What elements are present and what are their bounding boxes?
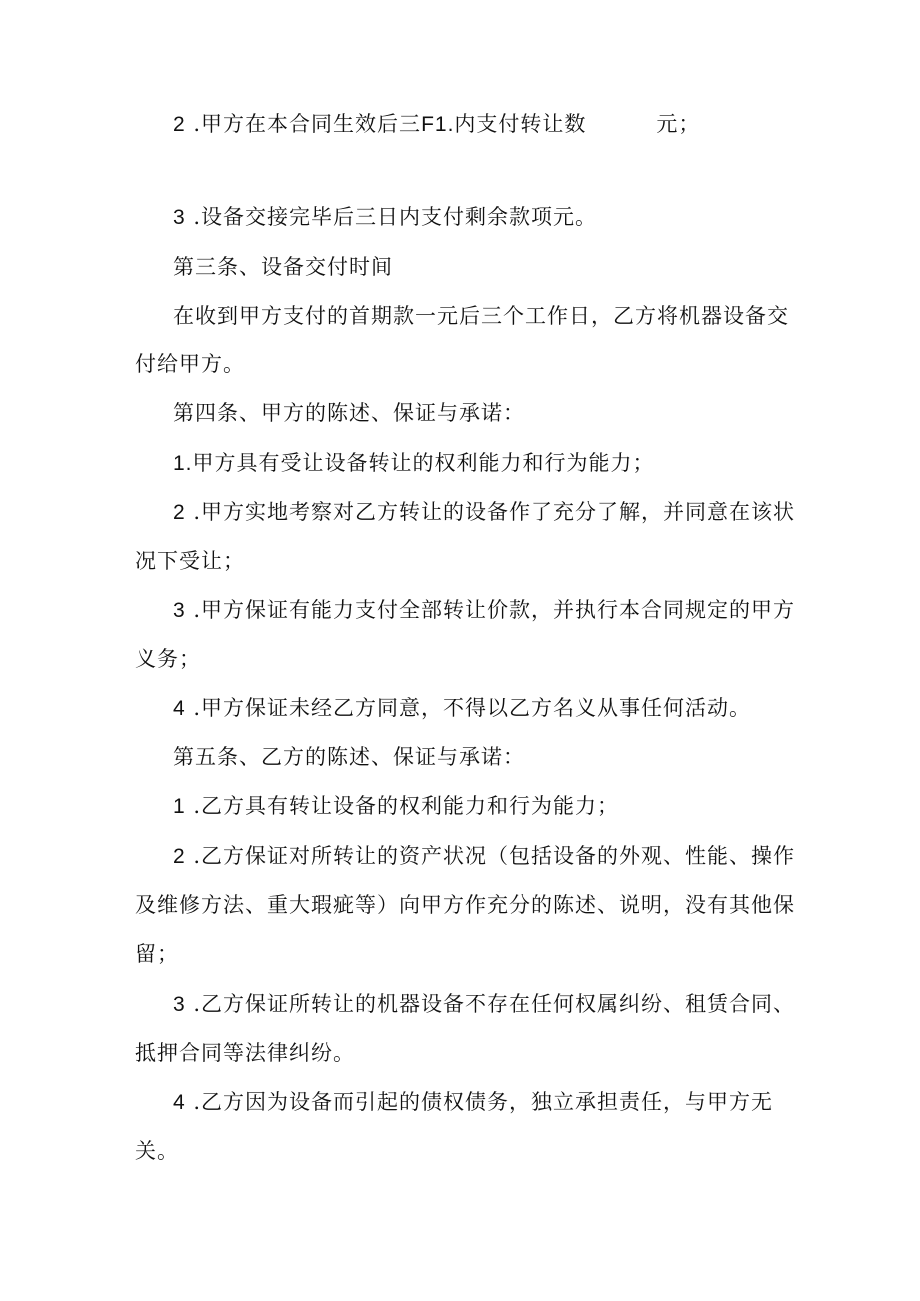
- article-3-paragraph-line: 付给甲方。: [135, 352, 245, 376]
- item-text: 内支付转让数: [454, 112, 587, 136]
- item-text-latin: F1.: [421, 113, 455, 136]
- item-number: 3: [173, 206, 186, 229]
- article-4-heading: 第四条、甲方的陈述、保证与承诺：: [173, 401, 525, 425]
- article-5-heading: 第五条、乙方的陈述、保证与承诺：: [173, 745, 525, 769]
- item-text: 甲方具有受让设备转让的权利能力和行为能力；: [192, 451, 655, 475]
- payment-item-2: [173, 110, 700, 139]
- article-3-paragraph-line: 在收到甲方支付的首期款一元后三个工作日，乙方将机器设备交: [173, 304, 789, 328]
- item-text: .乙方因为设备而引起的债权债务，独立承担责任，与甲方无: [193, 1090, 774, 1114]
- article-5-item-3-continued: 抵押合同等法律纠纷。: [135, 1041, 355, 1065]
- item-text: .乙方保证对所转让的资产状况（包括设备的外观、性能、操作: [193, 844, 796, 868]
- item-text: .设备交接完毕后三日内支付剩余款项元。: [193, 205, 598, 229]
- article-3-heading: 第三条、设备交付时间: [173, 255, 393, 279]
- item-text: 元；: [656, 112, 701, 136]
- article-5-item-4-continued: 关。: [135, 1139, 179, 1163]
- item-text: .甲方保证未经乙方同意，不得以乙方名义从事任何活动。: [193, 696, 752, 720]
- article-4-item-4: [173, 694, 751, 723]
- article-5-item-2: [173, 842, 795, 871]
- article-4-item-2: [173, 498, 795, 527]
- payment-item-3: [173, 203, 597, 232]
- article-4-item-2-continued: 况下受让；: [135, 549, 245, 573]
- item-number: 2: [173, 501, 186, 524]
- item-number: 4: [173, 697, 186, 720]
- item-number: 4: [173, 1091, 186, 1114]
- item-text: .乙方保证所转让的机器设备不存在任何权属纠纷、租赁合同、: [193, 992, 796, 1016]
- item-number: 1: [173, 795, 186, 818]
- item-number: 3: [173, 599, 186, 622]
- item-text: .甲方在本合同生效后三: [193, 112, 422, 136]
- article-4-item-1: [173, 449, 655, 478]
- item-text: .甲方保证有能力支付全部转让价款，并执行本合同规定的甲方: [193, 598, 796, 622]
- article-4-item-3: [173, 596, 795, 625]
- item-number: 2: [173, 113, 186, 136]
- article-5-item-2-continued: 留；: [135, 942, 179, 966]
- item-text: .乙方具有转让设备的权利能力和行为能力；: [193, 794, 620, 818]
- item-text: .甲方实地考察对乙方转让的设备作了充分了解，并同意在该状: [193, 500, 796, 524]
- article-5-item-4: [173, 1088, 773, 1117]
- item-number: 1.: [173, 452, 193, 475]
- article-5-item-1: [173, 792, 619, 821]
- article-5-item-2-continued: 及维修方法、重大瑕疵等）向甲方作充分的陈述、说明，没有其他保: [135, 893, 795, 917]
- article-4-item-3-continued: 义务；: [135, 647, 201, 671]
- article-5-item-3: [173, 990, 795, 1019]
- item-number: 3: [173, 993, 186, 1016]
- item-number: 2: [173, 845, 186, 868]
